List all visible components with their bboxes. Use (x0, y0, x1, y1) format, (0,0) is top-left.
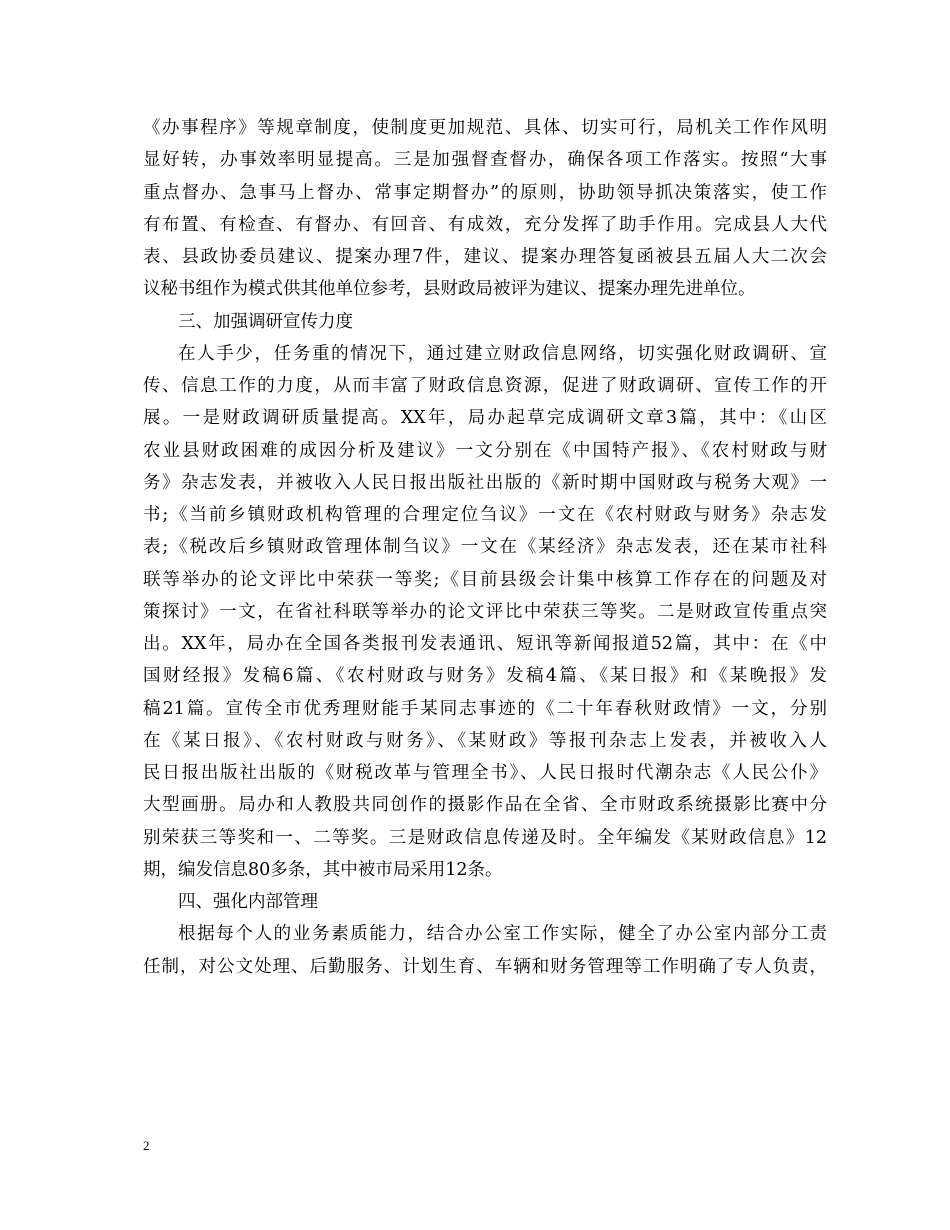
text-line: 民日报出版社出版的《财税改革与管理全书》、人民日报时代潮杂志《人民公仆》 (143, 763, 827, 783)
text-line: 期，编发信息80多条，其中被市局采用12条。 (143, 859, 503, 880)
text-line: 议秘书组作为模式供其他单位参考，县财政局被评为建议、提案办理先进单位。 (143, 279, 756, 300)
text-line: 四、强化内部管理 (178, 892, 318, 912)
text-line: 大型画册。局办和人教股共同创作的摄影作品在全省、全市财政系统摄影比赛中分 (143, 795, 827, 816)
text-line: 出。XX年，局办在全国各类报刊发表通讯、短讯等新闻报道52篇，其中：在《中 (143, 634, 827, 654)
text-line: 务》杂志发表，并被收入人民日报出版社出版的《新时期中国财政与税务大观》一 (143, 472, 827, 493)
text-line: 根据每个人的业务素质能力，结合办公室工作实际，健全了办公室内部分工责 (178, 924, 827, 945)
text-line: 展。一是财政调研质量提高。XX年，局办起草完成调研文章3篇，其中：《山区 (143, 408, 827, 429)
text-line: 有布置、有检查、有督办、有回音、有成效，充分发挥了助手作用。完成县人大代 (143, 214, 827, 235)
document-body (143, 112, 827, 983)
text-line: 农业县财政困难的成因分析及建议》一文分别在《中国特产报》、《农村财政与财 (143, 440, 827, 461)
text-line: 任制，对公文处理、后勤服务、计划生育、车辆和财务管理等工作明确了专人负责， (143, 956, 827, 977)
text-line: 国财经报》发稿6篇、《农村财政与财务》发稿4篇、《某日报》和《某晚报》发 (143, 666, 827, 687)
text-line: 联等举办的论文评比中荣获一等奖;《目前县级会计集中核算工作存在的问题及对 (143, 569, 827, 590)
text-line: 别荣获三等奖和一、二等奖。三是财政信息传递及时。全年编发《某财政信息》12 (143, 827, 827, 848)
text-line: 重点督办、急事马上督办、常事定期督办”的原则，协助领导抓决策落实，使工作 (143, 182, 827, 203)
page-number: 2 (143, 1138, 150, 1153)
text-line: 三、加强调研宣传力度 (178, 311, 353, 332)
text-line: 《办事程序》等规章制度，使制度更加规范、具体、切实可行，局机关工作作风明 (143, 118, 827, 138)
text-line: 策探讨》一文，在省社科联等举办的论文评比中荣获三等奖。二是财政宣传重点突 (143, 601, 827, 622)
text-line: 稿21篇。宣传全市优秀理财能手某同志事迹的《二十年春秋财政情》一文，分别 (143, 698, 827, 719)
text-line: 在《某日报》、《农村财政与财务》、《某财政》等报刊杂志上发表，并被收入人 (143, 730, 827, 751)
text-line: 表;《税改后乡镇财政管理体制刍议》一文在《某经济》杂志发表，还在某市社科 (143, 537, 827, 558)
text-line: 书;《当前乡镇财政机构管理的合理定位刍议》一文在《农村财政与财务》杂志发 (143, 505, 827, 525)
text-line: 在人手少，任务重的情况下，通过建立财政信息网络，切实强化财政调研、宣 (178, 343, 827, 364)
text-line: 传、信息工作的力度，从而丰富了财政信息资源，促进了财政调研、宣传工作的开 (143, 376, 827, 396)
text-line: 显好转，办事效率明显提高。三是加强督查督办，确保各项工作落实。按照“大事 (143, 150, 827, 171)
text-line: 表、县政协委员建议、提案办理7件，建议、提案办理答复函被县五届人大二次会 (143, 247, 827, 267)
